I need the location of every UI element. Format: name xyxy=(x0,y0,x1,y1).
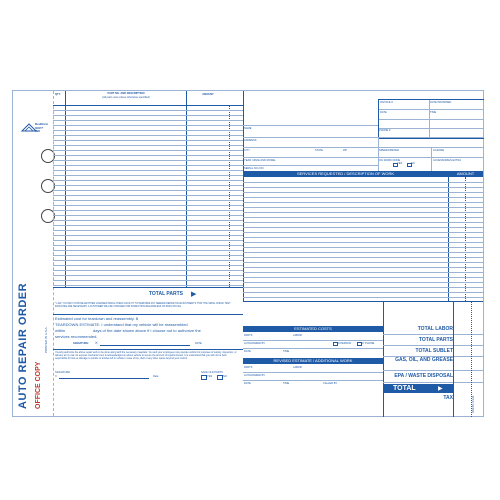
within-label: within xyxy=(55,328,66,333)
service-line xyxy=(243,292,483,293)
parts-line xyxy=(53,185,243,186)
totals-section xyxy=(383,301,483,417)
parts-line xyxy=(53,130,243,131)
service-line xyxy=(243,217,483,218)
parts-line xyxy=(53,145,243,146)
total-arrow-icon: ▶ xyxy=(438,386,443,392)
office-copy-label: OFFICE COPY xyxy=(35,361,42,409)
parts-line xyxy=(53,160,243,161)
service-line xyxy=(243,207,483,208)
desc-header: PART NO. AND DESCRIPTION xyxy=(107,92,145,95)
parts-line xyxy=(53,275,243,276)
serial-label: SERIAL NO./VIN xyxy=(244,167,264,170)
service-line xyxy=(243,242,483,243)
arrow-icon: ▶ xyxy=(191,291,197,298)
estimated-cost-text: Estimated cost for teardown and reassembly. $ xyxy=(55,316,139,321)
parts-line xyxy=(53,180,243,181)
rev-date-label: DATE xyxy=(244,382,251,385)
parts-line xyxy=(53,265,243,266)
service-line xyxy=(243,187,483,188)
oil-work-label: OIL WORK DONE xyxy=(379,159,401,162)
service-line xyxy=(243,202,483,203)
services-amount-header: AMOUNT xyxy=(448,171,483,177)
parts-line xyxy=(53,110,243,111)
amount-header: AMOUNT xyxy=(202,93,214,96)
service-line xyxy=(243,237,483,238)
save-old-parts-label: SAVE OLD PARTS xyxy=(201,371,223,374)
service-line xyxy=(243,262,483,263)
parts-line xyxy=(53,240,243,241)
rev-parts-label: PARTS xyxy=(244,366,253,369)
epa-waste-label: EPA / WASTE DISPOSAL xyxy=(394,373,453,379)
parts-line xyxy=(53,250,243,251)
license-label: LICENSE xyxy=(433,149,445,152)
name-label: NAME xyxy=(244,127,252,130)
zip-label: ZIP xyxy=(343,149,348,152)
service-line xyxy=(243,247,483,248)
parts-line xyxy=(53,210,243,211)
teardown-text: TEARDOWN ESTIMATE: I understand that my vehicle will be reassembled xyxy=(55,322,188,327)
service-line xyxy=(243,212,483,213)
parts-line xyxy=(53,260,243,261)
total-parts-label: TOTAL PARTS xyxy=(148,291,183,297)
qty-header: QTY. xyxy=(55,93,61,96)
days-text: days of the date shown above if I choose not to authorize the xyxy=(93,328,201,333)
gas-oil-grease-label: GAS, OIL, AND GREASE xyxy=(395,357,453,363)
parts-line xyxy=(53,190,243,191)
service-line xyxy=(243,287,483,288)
customer-info-section xyxy=(243,91,483,171)
year-make-model-label: YEAR, MAKE AND MODEL xyxy=(244,159,276,162)
city-label: CITY xyxy=(244,149,250,152)
invoice-label: INVOICE # xyxy=(380,101,393,104)
repair-order-form xyxy=(12,90,484,417)
oil-no-label: NO xyxy=(411,162,415,165)
est-parts-label: PARTS xyxy=(244,334,253,337)
parts-line xyxy=(53,270,243,271)
date2-label: Date xyxy=(153,375,159,378)
total-parts-summary-label: TOTAL PARTS xyxy=(418,337,453,343)
smog-notice: * LAW, YOU MAY CHOOSE ANOTHER LICENSED SMOG CHECK FACILITY TO PERFORM ANY NEEDED REPAIR OR ADJUSTMENTS THAT THE SMOG CHECK TEST INDICATES ARE NECESSARY. A CUSTOMER WILL BE CHARGED FOR INSPECTION REGARDLESS OF PASS OR FAIL. xyxy=(55,303,231,308)
parts-line xyxy=(53,200,243,201)
service-line xyxy=(243,197,483,198)
speedometer-label: SPEEDOMETER xyxy=(379,149,399,152)
service-line xyxy=(243,257,483,258)
authorization-section xyxy=(53,301,243,416)
rev-labor-label: LABOR xyxy=(293,366,302,369)
parts-line xyxy=(53,140,243,141)
service-line xyxy=(243,222,483,223)
save-parts-yes-label: YES xyxy=(207,375,213,378)
brand-logo: Rediform SOFT INK xyxy=(21,121,47,137)
signature2-label: SIGNATURE xyxy=(55,371,70,374)
revised-estimate-header: REVISED ESTIMATE / ADDITIONAL WORK xyxy=(243,358,383,364)
parts-line xyxy=(53,225,243,226)
form-number: #RCD1 0344 xyxy=(471,395,475,413)
parts-line xyxy=(53,235,243,236)
service-line xyxy=(243,252,483,253)
total-parts-row xyxy=(53,287,243,302)
printed-label: PRINTED IN U.S.A. xyxy=(44,326,48,353)
oil-yes-label: YES xyxy=(397,162,403,165)
service-line xyxy=(243,267,483,268)
signature-x: X xyxy=(95,340,98,345)
signature-label: SIGNATURE: xyxy=(73,342,89,345)
parts-line xyxy=(53,255,243,256)
est-date-label: DATE xyxy=(244,350,251,353)
service-line xyxy=(243,182,483,183)
rev-authorized-by-label: AUTHORIZED BY xyxy=(244,374,266,377)
parts-line xyxy=(53,195,243,196)
parts-line xyxy=(53,150,243,151)
date-promised-label: DATE PROMISED xyxy=(430,101,452,104)
services-recommended-text: services recommended. xyxy=(55,334,98,339)
parts-line xyxy=(53,125,243,126)
total-labor-label: TOTAL LABOR xyxy=(417,326,453,332)
parts-line xyxy=(53,170,243,171)
parts-line xyxy=(53,155,243,156)
parts-line xyxy=(53,285,243,286)
time-label: TIME xyxy=(430,111,437,114)
parts-line xyxy=(53,220,243,221)
accessories-label: ACCESSORIES EXTRA xyxy=(433,159,462,162)
service-line xyxy=(243,272,483,273)
services-section xyxy=(243,171,483,301)
parts-section xyxy=(53,91,244,301)
service-line xyxy=(243,297,483,298)
authorization-text: I hereby authorize the above repair work to be done along with the necessary materials. You and your employees may operate vehicle for purposes of testing, inspection, or delivery at my risk. An express mechanic's lien is acknowledged on above vehicle to secure the amount of repairs thereto. It is understood that you will not be held responsible for loss or damage to vehicle or articles left in vehicle in case of fire, theft or any other cause beyond your control. xyxy=(55,351,237,360)
services-header: SERVICES REQUESTED / DESCRIPTION OF WORK xyxy=(243,171,448,177)
parts-header xyxy=(53,91,243,106)
parts-line xyxy=(53,165,243,166)
authorized-by-label: AUTHORIZED BY xyxy=(244,342,266,345)
total-bar xyxy=(383,384,453,393)
called-by-label: CALLED BY xyxy=(323,382,338,385)
address-label: ADDRESS xyxy=(244,139,257,142)
form-title: AUTO REPAIR ORDER xyxy=(17,282,29,409)
in-person-label: IN PERSON xyxy=(337,342,352,345)
by-phone-label: BY PHONE xyxy=(361,342,375,345)
parts-line xyxy=(53,245,243,246)
parts-line xyxy=(53,115,243,116)
invoice-box xyxy=(378,99,484,139)
tax-label: TAX xyxy=(443,395,453,401)
state-label: STATE xyxy=(315,149,323,152)
estimated-costs-header: ESTIMATED COSTS xyxy=(243,326,383,332)
service-line xyxy=(243,277,483,278)
parts-line xyxy=(53,215,243,216)
desc-subheader: (All parts new unless otherwise specified) xyxy=(102,96,150,99)
est-time-label: TIME xyxy=(283,350,290,353)
save-parts-no-label: NO xyxy=(223,375,227,378)
phone-label: PHONE # xyxy=(379,129,391,132)
parts-line xyxy=(53,175,243,176)
sig-date-label: DATE xyxy=(195,342,202,345)
parts-line xyxy=(53,120,243,121)
signature2-x: X xyxy=(55,375,57,378)
est-labor-label: LABOR xyxy=(293,334,302,337)
parts-line xyxy=(53,205,243,206)
estimate-section xyxy=(243,301,384,417)
parts-line xyxy=(53,230,243,231)
service-line xyxy=(243,192,483,193)
service-line xyxy=(243,282,483,283)
parts-line xyxy=(53,135,243,136)
total-label: TOTAL xyxy=(393,385,416,392)
rev-time-label: TIME xyxy=(283,382,290,385)
date-label: DATE xyxy=(380,111,387,114)
service-line xyxy=(243,232,483,233)
total-sublet-label: TOTAL SUBLET xyxy=(415,348,453,354)
service-line xyxy=(243,227,483,228)
parts-line xyxy=(53,280,243,281)
